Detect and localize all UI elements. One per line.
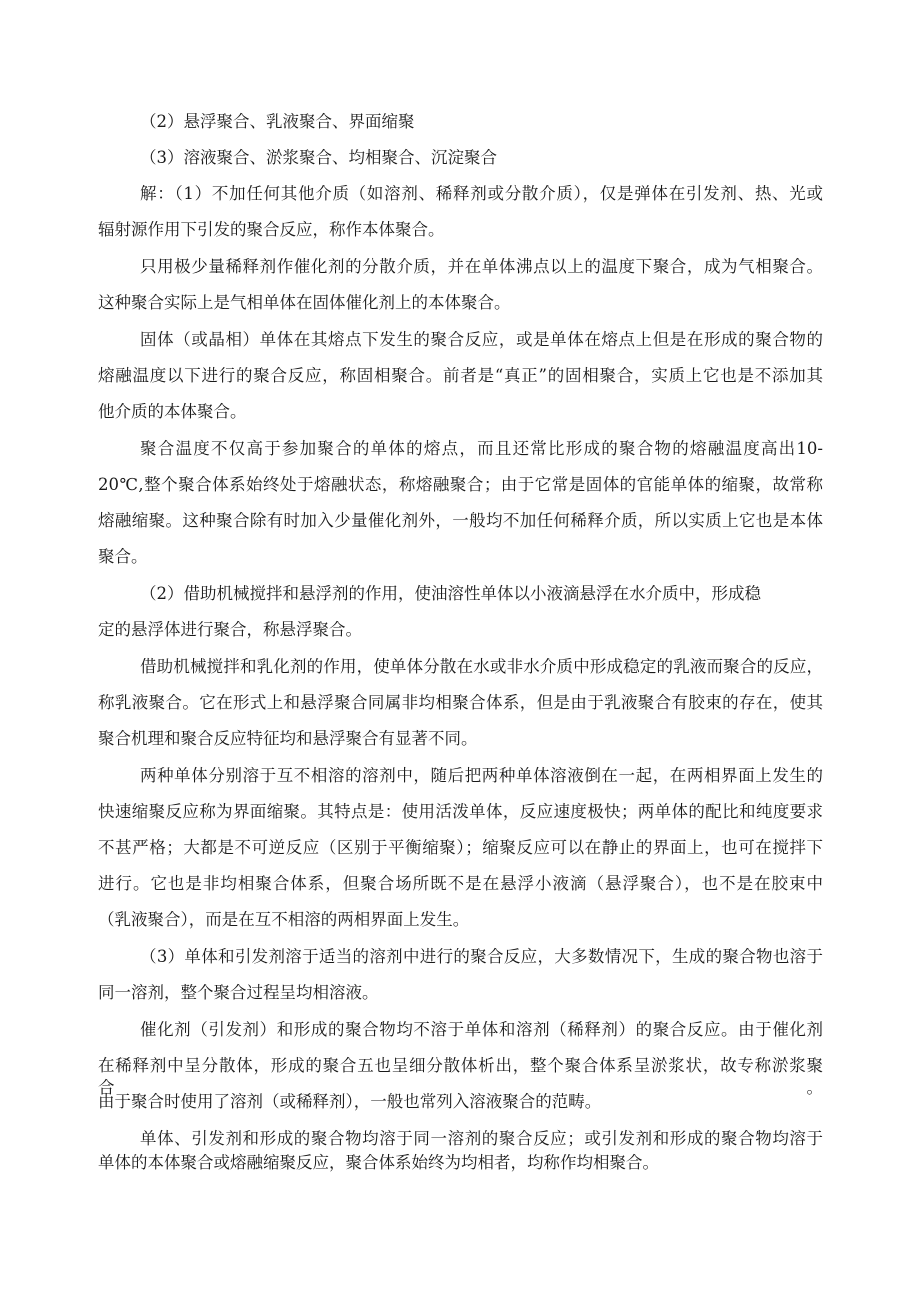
- melt-line-3: 熔融缩聚。这种聚合除有时加入少量催化剂外，一般均不加任何稀释介质，所以实质上它也是本体: [98, 511, 823, 530]
- interfacial-line-3: 不甚严格；大都是不可逆反应（区别于平衡缩聚）；缩聚反应可以在静止的界面上，也可在搅拌下: [98, 838, 823, 857]
- item-2-line: （2）悬浮聚合、乳液聚合、界面缩聚: [140, 112, 415, 131]
- interfacial-line-2: 快速缩聚反应称为界面缩聚。其特点是：使用活泼单体，反应速度极快；两单体的配比和纯度要求: [98, 802, 823, 821]
- melt-line-2: 20℃,整个聚合体系始终处于熔融状态，称熔融聚合；由于它常是固体的官能单体的缩聚，故常称: [98, 475, 823, 494]
- answer-line-2: 辐射源作用下引发的聚合反应，称作本体聚合。: [98, 220, 445, 239]
- suspension-line-1: （2）借助机械搅拌和悬浮剂的作用，使油溶性单体以小液滴悬浮在水介质中，形成稳: [140, 584, 761, 603]
- slurry-line-1: 催化剂（引发剂）和形成的聚合物均不溶于单体和溶剂（稀释剂）的聚合反应。由于催化剂: [140, 1020, 823, 1039]
- homogeneous-line-1: 单体、引发剂和形成的聚合物均溶于同一溶剂的聚合反应；或引发剂和形成的聚合物均溶于: [140, 1129, 823, 1148]
- solution-line-1: （3）单体和引发剂溶于适当的溶剂中进行的聚合反应，大多数情况下，生成的聚合物也溶于: [140, 947, 823, 966]
- emulsion-line-2: 称乳液聚合。它在形式上和悬浮聚合同属非均相聚合体系，但是由于乳液聚合有胶束的存在，使其: [98, 693, 823, 712]
- interfacial-line-4: 进行。它也是非均相聚合体系，但聚合场所既不是在悬浮小液滴（悬浮聚合），也不是在胶束中: [98, 874, 823, 893]
- answer-line-1: 解：（1）不加任何其他介质（如溶剂、稀释剂或分散介质），仅是弹体在引发剂、热、光或: [140, 184, 823, 203]
- homogeneous-line-2: 单体的本体聚合或熔融缩聚反应，聚合体系始终为均相者，均称作均相聚合。: [98, 1153, 659, 1172]
- suspension-line-2: 定的悬浮体进行聚合，称悬浮聚合。: [98, 620, 362, 639]
- solid-phase-line-1: 固体（或晶相）单体在其熔点下发生的聚合反应，或是单体在熔点上但是在形成的聚合物的: [140, 330, 823, 349]
- emulsion-line-3: 聚合机理和聚合反应特征均和悬浮聚合有显著不同。: [98, 729, 478, 748]
- solution-line-2: 同一溶剂，整个聚合过程呈均相溶液。: [98, 983, 379, 1002]
- slurry-line-3: 由于聚合时使用了溶剂（或稀释剂），一般也常列入溶液聚合的范畴。: [98, 1092, 602, 1111]
- gas-phase-line-1: 只用极少量稀释剂作催化剂的分散介质，并在单体沸点以上的温度下聚合，成为气相聚合。: [140, 257, 823, 276]
- melt-line-1: 聚合温度不仅高于参加聚合的单体的熔点，而且还常比形成的聚合物的熔融温度高出10-: [140, 439, 823, 458]
- solid-phase-line-3: 他介质的本体聚合。: [98, 402, 247, 421]
- interfacial-line-1: 两种单体分别溶于互不相溶的溶剂中，随后把两种单体溶液倒在一起，在两相界面上发生的: [140, 766, 823, 785]
- solid-phase-line-2: 熔融温度以下进行的聚合反应，称固相聚合。前者是“真正”的固相聚合，实质上它也是不添加其: [98, 366, 823, 385]
- emulsion-line-1: 借助机械搅拌和乳化剂的作用，使单体分散在水或非水介质中形成稳定的乳液而聚合的反应，: [140, 657, 823, 676]
- slurry-line-2: 在稀释剂中呈分散体，形成的聚合五也呈细分散体析出，整个聚合体系呈淤浆状，故专称淤浆聚合。: [98, 1056, 823, 1097]
- interfacial-line-5: （乳液聚合），而是在互不相溶的两相界面上发生。: [98, 910, 470, 929]
- item-3-line: （3）溶液聚合、淤浆聚合、均相聚合、沉淀聚合: [140, 148, 497, 167]
- melt-line-4: 聚合。: [98, 547, 148, 566]
- gas-phase-line-2: 这种聚合实际上是气相单体在固体催化剂上的本体聚合。: [98, 293, 511, 312]
